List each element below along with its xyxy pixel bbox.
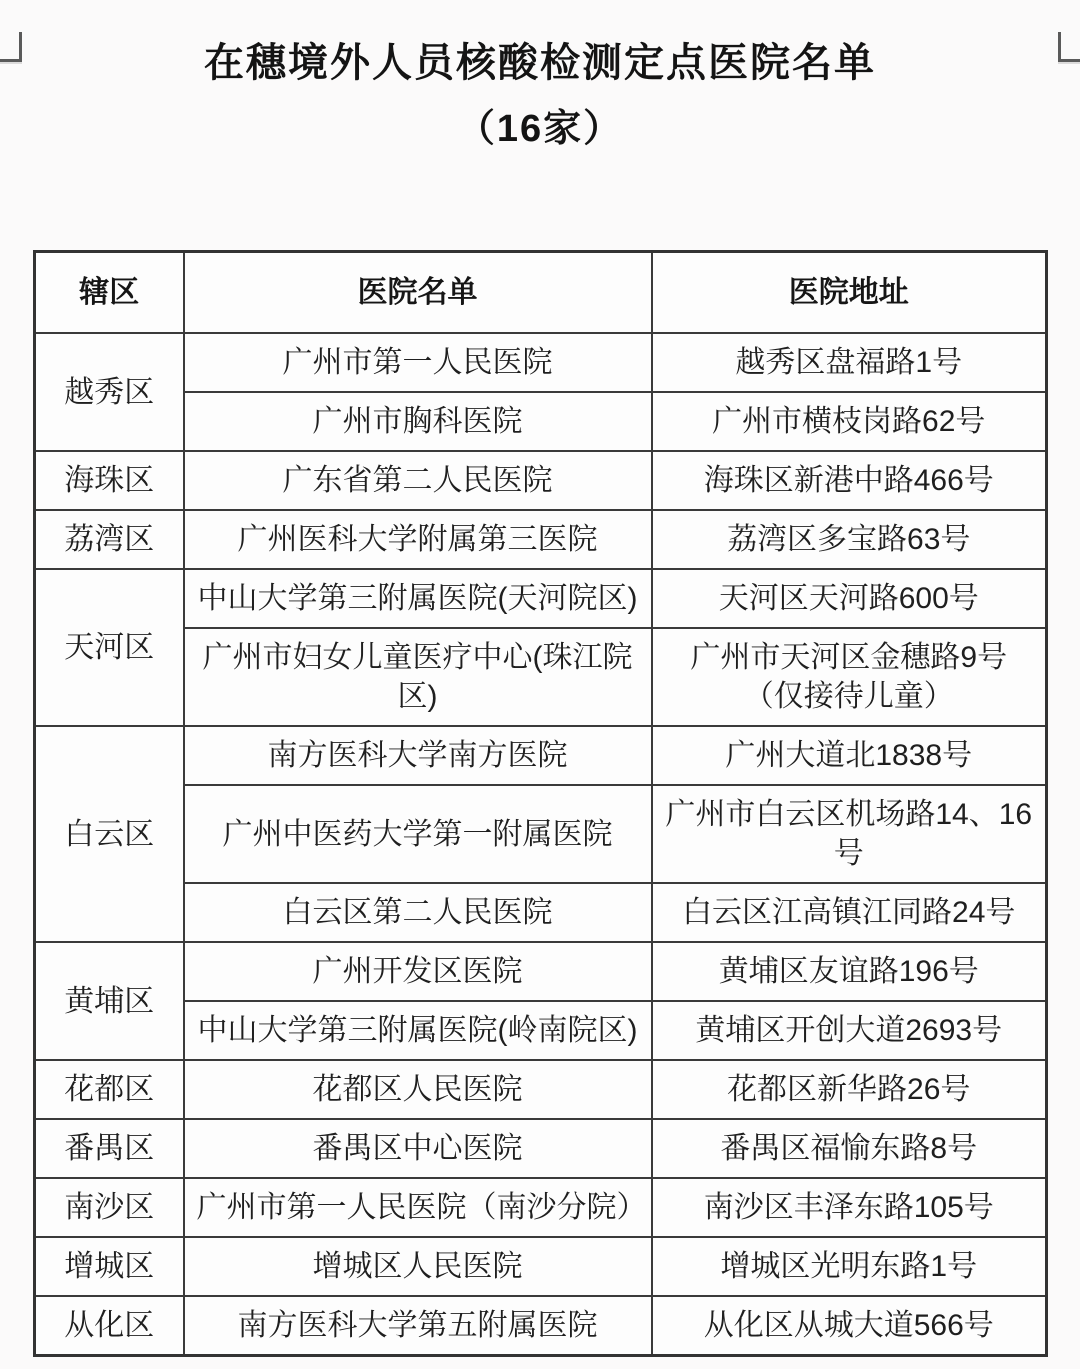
header-hospital-name: 医院名单 bbox=[184, 252, 652, 334]
district-cell: 增城区 bbox=[35, 1237, 184, 1296]
hospital-name-cell: 广州市妇女儿童医疗中心(珠江院区) bbox=[184, 628, 652, 726]
hospital-address-cell: 广州市白云区机场路14、16号 bbox=[652, 785, 1047, 883]
district-cell: 天河区 bbox=[35, 569, 184, 726]
hospital-address-cell: 海珠区新港中路466号 bbox=[652, 451, 1047, 510]
hospital-address-cell: 黄埔区开创大道2693号 bbox=[652, 1001, 1047, 1060]
district-cell: 从化区 bbox=[35, 1296, 184, 1356]
hospital-address-cell: 花都区新华路26号 bbox=[652, 1060, 1047, 1119]
hospital-name-cell: 广州市第一人民医院 bbox=[184, 333, 652, 392]
district-cell: 白云区 bbox=[35, 726, 184, 942]
hospital-table bbox=[33, 250, 1048, 1357]
hospital-name-cell: 白云区第二人民医院 bbox=[184, 883, 652, 942]
hospital-name-cell: 番禺区中心医院 bbox=[184, 1119, 652, 1178]
hospital-address-cell: 南沙区丰泽东路105号 bbox=[652, 1178, 1047, 1237]
hospital-name-cell: 中山大学第三附属医院(天河院区) bbox=[184, 569, 652, 628]
table-row bbox=[35, 1237, 1047, 1296]
table-row bbox=[35, 1001, 1047, 1060]
table-header-row bbox=[35, 252, 1047, 334]
table-row bbox=[35, 1296, 1047, 1356]
hospital-address-cell: 广州市横枝岗路62号 bbox=[652, 392, 1047, 451]
hospital-name-cell: 南方医科大学第五附属医院 bbox=[184, 1296, 652, 1356]
table-row bbox=[35, 569, 1047, 628]
hospital-table-body bbox=[35, 333, 1047, 1356]
hospital-address-cell: 越秀区盘福路1号 bbox=[652, 333, 1047, 392]
table-row bbox=[35, 628, 1047, 726]
page-title: 在穗境外人员核酸检测定点医院名单 bbox=[204, 41, 876, 85]
hospital-address-cell: 黄埔区友谊路196号 bbox=[652, 942, 1047, 1001]
district-cell: 番禺区 bbox=[35, 1119, 184, 1178]
hospital-name-cell: 广州医科大学附属第三医院 bbox=[184, 510, 652, 569]
district-cell: 花都区 bbox=[35, 1060, 184, 1119]
top-right-crop-artifact bbox=[1058, 32, 1080, 62]
table-row bbox=[35, 451, 1047, 510]
hospital-address-cell: 从化区从城大道566号 bbox=[652, 1296, 1047, 1356]
hospital-name-cell: 南方医科大学南方医院 bbox=[184, 726, 652, 785]
hospital-address-cell: 增城区光明东路1号 bbox=[652, 1237, 1047, 1296]
hospital-name-cell: 广州中医药大学第一附属医院 bbox=[184, 785, 652, 883]
page-subtitle: （16家） bbox=[456, 108, 624, 150]
hospital-name-cell: 广州开发区医院 bbox=[184, 942, 652, 1001]
hospital-name-cell: 广东省第二人民医院 bbox=[184, 451, 652, 510]
district-cell: 海珠区 bbox=[35, 451, 184, 510]
hospital-name-cell: 广州市第一人民医院（南沙分院） bbox=[184, 1178, 652, 1237]
hospital-address-cell: 天河区天河路600号 bbox=[652, 569, 1047, 628]
district-cell: 黄埔区 bbox=[35, 942, 184, 1060]
header-hospital-address: 医院地址 bbox=[652, 252, 1047, 334]
hospital-name-cell: 花都区人民医院 bbox=[184, 1060, 652, 1119]
table-row bbox=[35, 942, 1047, 1001]
hospital-name-cell: 中山大学第三附属医院(岭南院区) bbox=[184, 1001, 652, 1060]
table-row bbox=[35, 392, 1047, 451]
district-cell: 越秀区 bbox=[35, 333, 184, 451]
hospital-address-cell: 广州市天河区金穗路9号（仅接待儿童） bbox=[652, 628, 1047, 726]
table-row bbox=[35, 1178, 1047, 1237]
table-row bbox=[35, 883, 1047, 942]
hospital-address-cell: 荔湾区多宝路63号 bbox=[652, 510, 1047, 569]
hospital-name-cell: 广州市胸科医院 bbox=[184, 392, 652, 451]
table-row bbox=[35, 510, 1047, 569]
table-row bbox=[35, 1119, 1047, 1178]
district-cell: 南沙区 bbox=[35, 1178, 184, 1237]
table-row bbox=[35, 1060, 1047, 1119]
hospital-address-cell: 白云区江高镇江同路24号 bbox=[652, 883, 1047, 942]
hospital-name-cell: 增城区人民医院 bbox=[184, 1237, 652, 1296]
header-district: 辖区 bbox=[35, 252, 184, 334]
table-row bbox=[35, 333, 1047, 392]
table-row bbox=[35, 726, 1047, 785]
table-row bbox=[35, 785, 1047, 883]
hospital-address-cell: 广州大道北1838号 bbox=[652, 726, 1047, 785]
hospital-address-cell: 番禺区福愉东路8号 bbox=[652, 1119, 1047, 1178]
district-cell: 荔湾区 bbox=[35, 510, 184, 569]
top-left-crop-artifact bbox=[0, 32, 22, 62]
